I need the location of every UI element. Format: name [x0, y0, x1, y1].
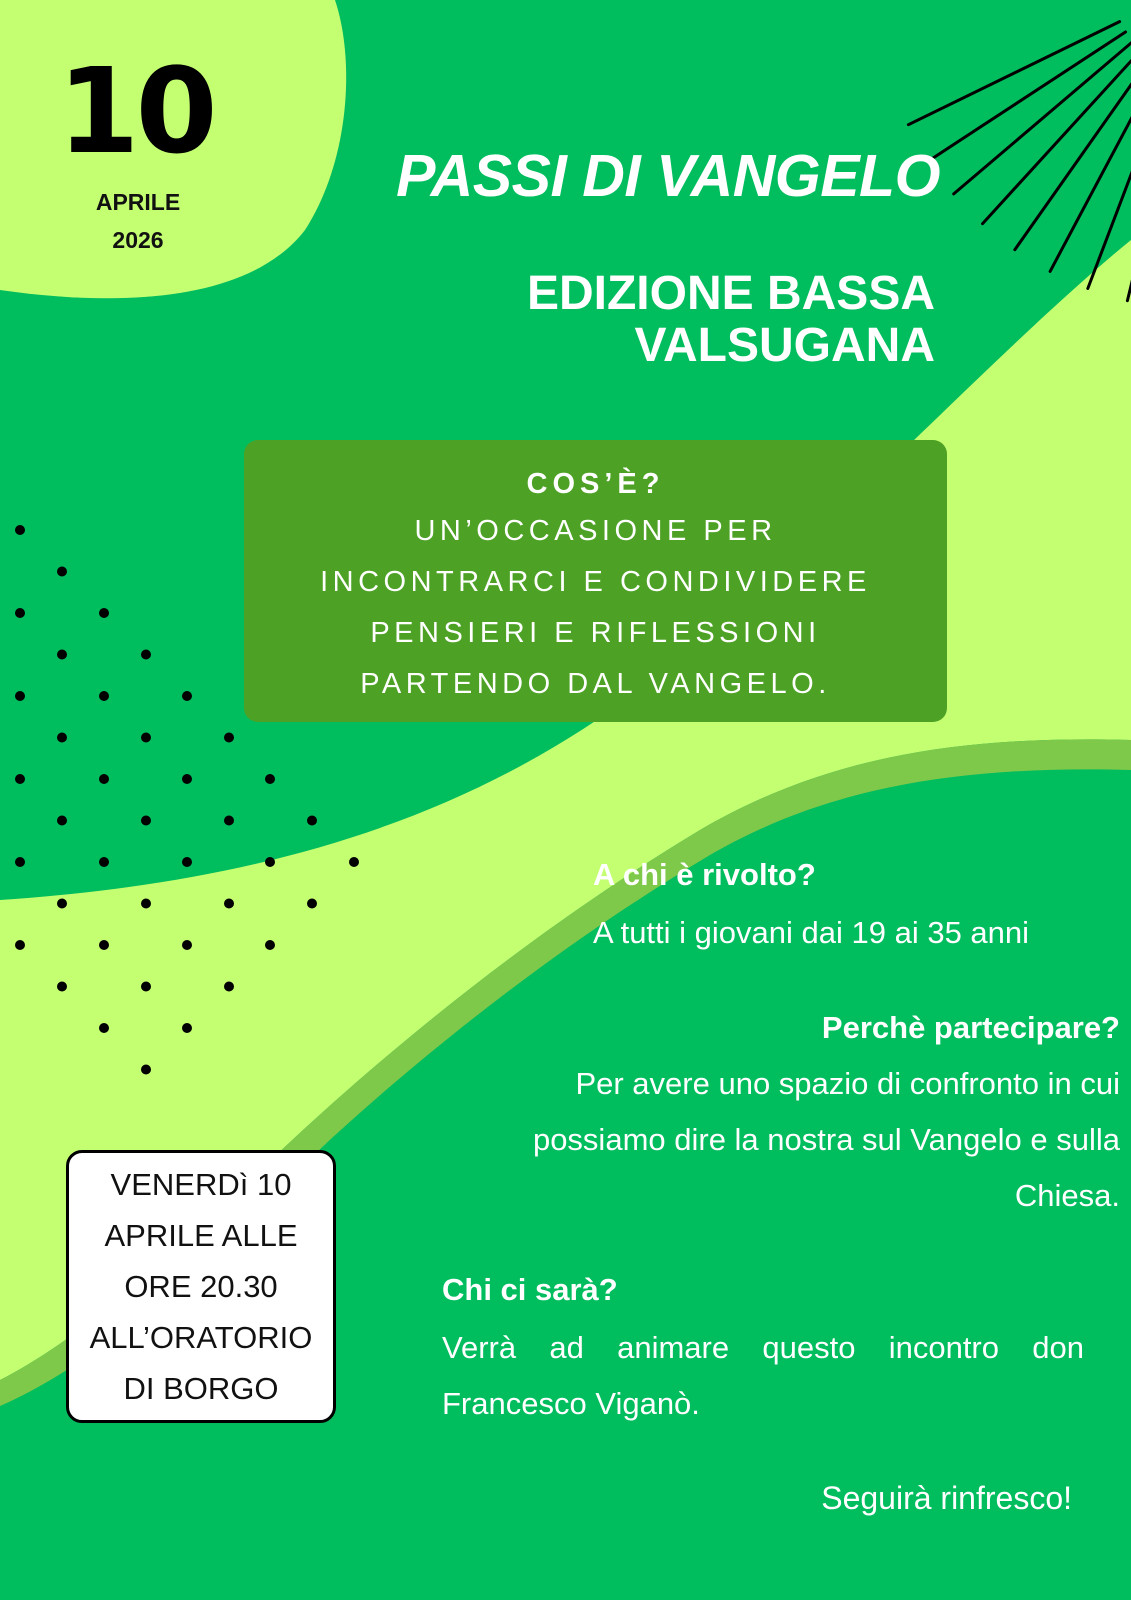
decor-dot [349, 857, 359, 867]
decor-dot [57, 982, 67, 992]
decor-dot [141, 816, 151, 826]
who-answer: Verrà ad animare questo incontro don Francesco Viganò. [442, 1330, 1084, 1421]
decor-ray [929, 32, 1126, 161]
when-line: ALL’ORATORIO [89, 1320, 313, 1355]
what-is-box [244, 440, 947, 722]
decor-dot [182, 857, 192, 867]
decor-dot [265, 774, 275, 784]
decor-dot [99, 774, 109, 784]
decor-dot [57, 733, 67, 743]
decor-dot [141, 650, 151, 660]
why-question: Perchè partecipare? [821, 1010, 1120, 1045]
decor-dot [182, 691, 192, 701]
decor-dot [57, 899, 67, 909]
decor-dot [15, 525, 25, 535]
subtitle-line-1: EDIZIONE BASSA [526, 267, 935, 320]
decor-dot [15, 774, 25, 784]
decor-dot [307, 899, 317, 909]
decor-dot [99, 1023, 109, 1033]
decor-dot [15, 608, 25, 618]
decor-dot [182, 1023, 192, 1033]
decor-dot [15, 691, 25, 701]
event-when-box [66, 1150, 336, 1423]
decor-dot [57, 567, 67, 577]
decor-dot [141, 982, 151, 992]
audience-answer: A tutti i giovani dai 19 ai 35 anni [593, 915, 1030, 950]
decor-dot [141, 899, 151, 909]
when-line: APRILE ALLE [104, 1218, 298, 1253]
decor-dot [15, 940, 25, 950]
decor-dot [307, 816, 317, 826]
decor-dot [265, 857, 275, 867]
what-is-line: UN’OCCASIONE PER [414, 515, 777, 547]
subtitle-line-2: VALSUGANA [634, 319, 935, 372]
decor-dot [141, 733, 151, 743]
when-line: ORE 20.30 [124, 1269, 278, 1304]
what-is-line: PARTENDO DAL VANGELO. [360, 668, 831, 700]
refreshments-note: Seguirà rinfresco! [821, 1480, 1072, 1516]
what-is-line: INCONTRARCI E CONDIVIDERE [320, 566, 871, 598]
audience-question: A chi è rivolto? [593, 857, 816, 892]
when-line: DI BORGO [123, 1371, 279, 1406]
event-month: APRILE [95, 189, 181, 215]
poster-title: PASSI DI VANGELO [396, 143, 940, 209]
decor-dot [224, 816, 234, 826]
decor-dot [99, 691, 109, 701]
why-answer: Per avere uno spazio di confronto in cui possiamo dire la nostra sul Vangelo e sulla Chiesa. [532, 1066, 1120, 1213]
what-is-title: COS’È? [526, 468, 665, 500]
decor-dot [99, 940, 109, 950]
poster-subtitle [430, 268, 935, 372]
decor-dot [15, 857, 25, 867]
who-question: Chi ci sarà? [442, 1272, 618, 1307]
decor-dot [224, 899, 234, 909]
event-year: 2026 [112, 227, 164, 253]
decor-dot [224, 982, 234, 992]
decor-dot [99, 857, 109, 867]
decor-dot [141, 1065, 151, 1075]
event-day-number: 10 [57, 42, 214, 180]
when-line: VENERDì 10 [110, 1167, 292, 1202]
decor-dot [57, 816, 67, 826]
what-is-line: PENSIERI E RIFLESSIONI [370, 617, 821, 649]
decor-dot [182, 940, 192, 950]
decor-dot [57, 650, 67, 660]
decor-ray [1050, 64, 1131, 272]
decor-dot [99, 608, 109, 618]
decor-dot [182, 774, 192, 784]
ray-lines-decoration [908, 22, 1131, 310]
decor-dot [224, 733, 234, 743]
decor-dot [265, 940, 275, 950]
